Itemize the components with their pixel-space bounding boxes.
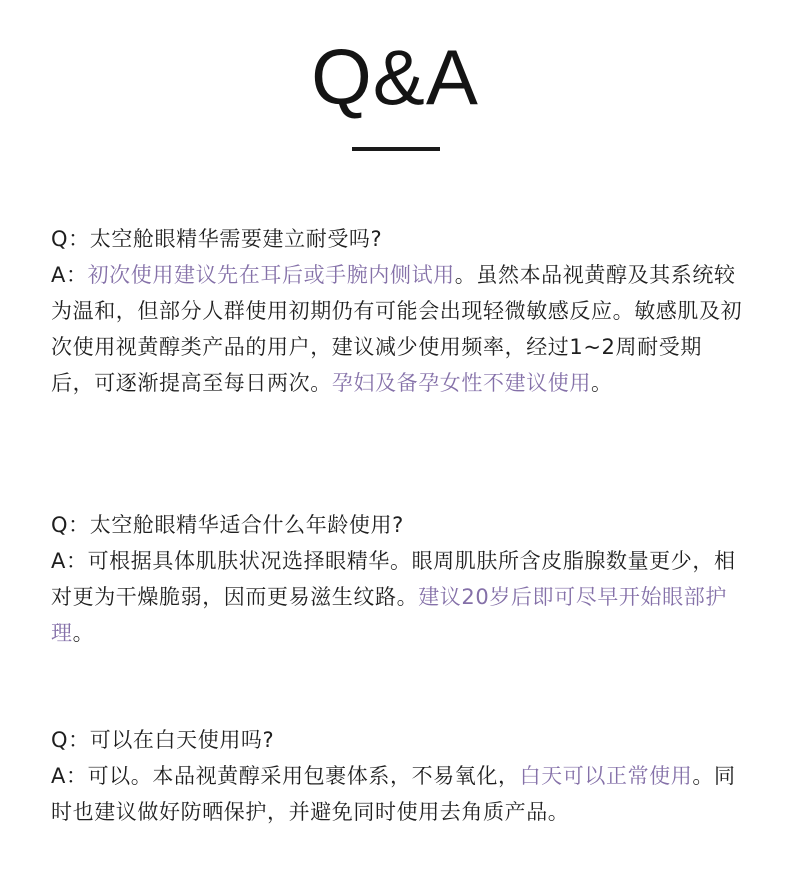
question-text: Q：太空舱眼精华需要建立耐受吗? xyxy=(51,227,383,251)
answer-body: 。虽然本品视黄醇及其系统较为温和，但部分人群使用初期仍有可能会出现轻微敏感反应。敏感肌及初次使用视黄醇类产品的用户，建议减少使用频率，经过1~2周耐受期后，可逐渐提高至每日两次。 xyxy=(51,263,743,395)
question-text: Q：可以在白天使用吗? xyxy=(51,728,275,752)
qa-item xyxy=(51,221,743,401)
answer-body: 。 xyxy=(72,621,95,645)
answer-highlight: 孕妇及备孕女性不建议使用 xyxy=(331,371,592,395)
answer-prefix: A： xyxy=(51,549,88,573)
answer-body: 。同时也建议做好防晒保护，并避免同时使用去角质产品。 xyxy=(51,764,736,824)
answer-text xyxy=(51,758,743,830)
answer-body: 可根据具体肌肤状况选择眼精华。眼周肌肤所含皮脂腺数量更少，相对更为干燥脆弱，因而更易滋生纹路。 xyxy=(51,549,736,609)
answer-highlight: 建议20岁后即可尽早开始眼部护理 xyxy=(51,585,727,645)
qa-item xyxy=(51,722,743,830)
answer-prefix: A： xyxy=(51,263,88,287)
qa-item xyxy=(51,507,743,651)
answer-text xyxy=(51,257,743,401)
page-title: Q&A xyxy=(311,33,479,121)
answer-highlight: 白天可以正常使用 xyxy=(519,764,693,788)
answer-body: 可以。本品视黄醇采用包裹体系，不易氧化， xyxy=(87,764,520,788)
answer-prefix: A： xyxy=(51,764,88,788)
answer-body: 。 xyxy=(591,371,613,395)
title-divider xyxy=(352,147,440,151)
question-text: Q：太空舱眼精华适合什么年龄使用? xyxy=(51,513,404,537)
answer-highlight: 初次使用建议先在耳后或手腕内侧试用 xyxy=(87,263,455,287)
answer-text xyxy=(51,543,743,651)
